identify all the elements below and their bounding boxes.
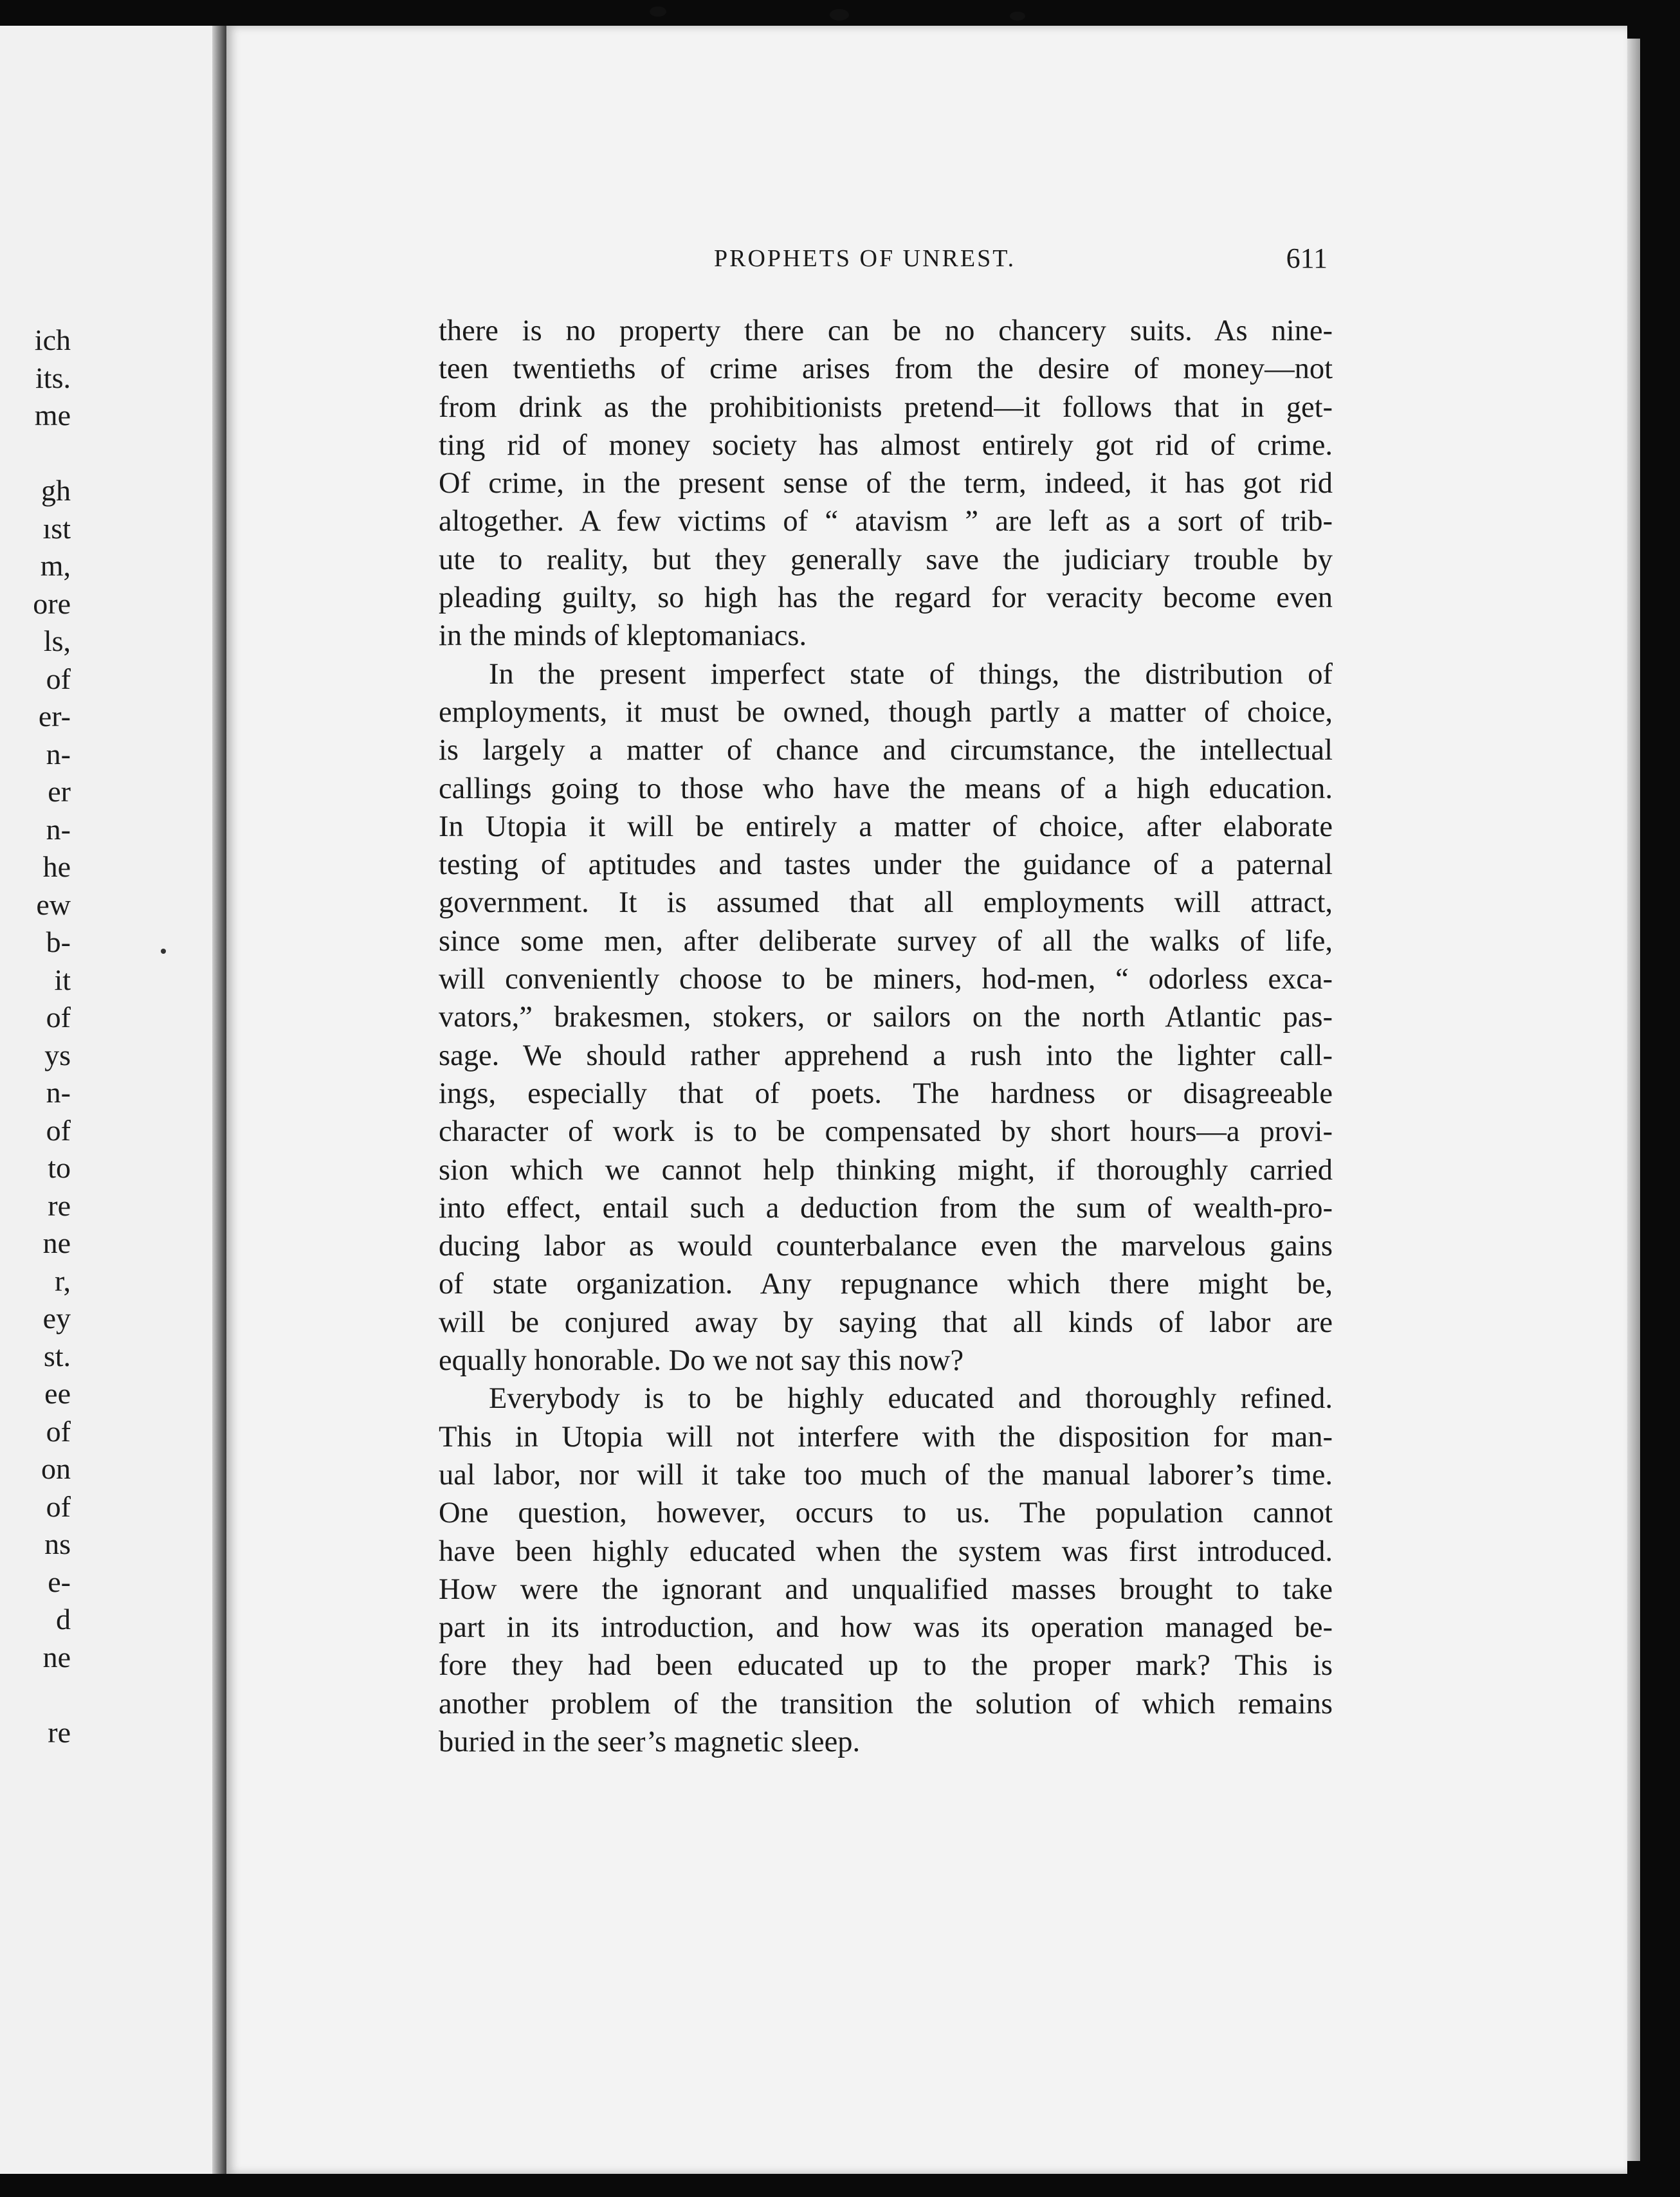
text-line: is largely a matter of chance and circumstance, the intellectual <box>439 734 1333 767</box>
text-line: in the minds of kleptomaniacs. <box>439 619 807 653</box>
text-line: testing of aptitudes and tastes under the guidance of a paternal <box>439 848 1333 882</box>
facing-page-fragment: ne <box>42 1640 71 1673</box>
text-line: government. It is assumed that all employments will attract, <box>439 886 1333 920</box>
facing-page-fragment: ıst <box>42 511 71 545</box>
text-line: character of work is to be compensated by short hours—a provi- <box>439 1115 1333 1149</box>
facing-page-fragment: me <box>34 399 71 432</box>
text-line: One question, however, occurs to us. The population cannot <box>439 1497 1333 1530</box>
text-line: sage. We should rather apprehend a rush into the lighter call- <box>439 1039 1333 1072</box>
text-line: ual labor, nor will it take too much of the manual laborer’s time. <box>439 1458 1333 1491</box>
facing-page-fragment: of <box>46 1113 71 1147</box>
facing-page-text <box>0 322 71 1751</box>
facing-page-fragment: ich <box>34 324 71 356</box>
text-line: from drink as the prohibitionists pretend—it follows that in get- <box>439 390 1333 424</box>
scan-speck <box>1010 12 1025 21</box>
text-line: part in its introduction, and how was its operation managed be- <box>439 1611 1333 1645</box>
facing-page-fragment: ey <box>42 1302 71 1335</box>
facing-page-fragment: ne <box>42 1226 71 1259</box>
facing-page-fragment: n- <box>46 737 71 770</box>
facing-page-fragment: of <box>46 1414 71 1448</box>
facing-page-fragment: ew <box>36 888 71 921</box>
facing-page-fragment: he <box>42 850 71 883</box>
text-line: pleading guilty, so high has the regard for veracity become even <box>439 581 1333 615</box>
body-text <box>439 312 1333 1761</box>
facing-page-fragment: of <box>46 1490 71 1523</box>
facing-page-fragment: st. <box>43 1339 71 1372</box>
page-number: 611 <box>1286 242 1328 274</box>
facing-page-fragment: e- <box>48 1565 71 1598</box>
text-line: How were the ignorant and unqualified masses brought to take <box>439 1573 1333 1606</box>
facing-page-fragment: er- <box>38 700 71 733</box>
facing-page-fragment: of <box>46 662 71 695</box>
text-line: employments, it must be owned, though partly a matter of choice, <box>439 695 1333 729</box>
facing-page-fragment: gh <box>41 474 71 507</box>
facing-page-fragment: to <box>48 1151 71 1184</box>
facing-page-fragment <box>0 1676 71 1714</box>
book-gutter <box>212 26 226 2174</box>
scan-speck <box>830 9 849 21</box>
facing-page-fragment: on <box>41 1452 71 1485</box>
text-line: callings going to those who have the means of a high education. <box>439 772 1333 805</box>
facing-page-fragment: ns <box>44 1527 71 1560</box>
text-line: This in Utopia will not interfere with the disposition for man- <box>439 1420 1333 1454</box>
text-line: into effect, entail such a deduction from the sum of wealth-pro- <box>439 1191 1333 1225</box>
text-line: have been highly educated when the system was first introduced. <box>439 1535 1333 1568</box>
text-line: sion which we cannot help thinking might, if thoroughly carried <box>439 1153 1333 1187</box>
text-line: ings, especially that of poets. The hardness or disagreeable <box>439 1077 1333 1110</box>
facing-page-fragment: d <box>56 1603 71 1636</box>
text-line: equally honorable. Do we not say this now? <box>439 1344 964 1378</box>
text-line: In Utopia it will be entirely a matter of choice, after elaborate <box>439 810 1333 843</box>
running-title: PROPHETS OF UNREST. <box>714 245 1016 272</box>
text-line: fore they had been educated up to the proper mark? This is <box>439 1649 1333 1682</box>
paragraph <box>439 655 1333 1380</box>
text-line: there is no property there can be no chancery suits. As nine- <box>439 315 1333 347</box>
text-line: ute to reality, but they generally save the judiciary trouble by <box>439 543 1333 576</box>
text-line: another problem of the transition the solution of which remains <box>439 1687 1333 1720</box>
facing-page-fragment: ee <box>44 1377 71 1410</box>
text-line: vators,” brakesmen, stokers, or sailors on the north Atlantic pas- <box>439 1001 1333 1034</box>
text-line: ducing labor as would counterbalance even the marvelous gains <box>439 1230 1333 1263</box>
text-line: since some men, after deliberate survey of all the walks of life, <box>439 924 1333 958</box>
paragraph <box>439 1380 1333 1761</box>
running-header <box>714 244 1331 283</box>
text-line: of state organization. Any repugnance which there might be, <box>439 1268 1333 1301</box>
facing-page-fragment <box>0 435 71 473</box>
facing-page-fragment: its. <box>35 361 71 394</box>
text-line: will conveniently choose to be miners, hod-men, “ odorless exca- <box>439 963 1333 996</box>
facing-page-fragment: r, <box>55 1264 71 1297</box>
text-line: teen twentieths of crime arises from the desire of money—not <box>439 352 1333 386</box>
text-line: will be conjured away by saying that all kinds of labor are <box>439 1306 1333 1339</box>
facing-page-fragment: ys <box>44 1038 71 1071</box>
facing-page-fragment: it <box>54 963 71 996</box>
text-line: Of crime, in the present sense of the term, indeed, it has got rid <box>439 467 1333 500</box>
facing-page-fragment: of <box>46 1001 71 1034</box>
facing-page-fragment: n- <box>46 812 71 846</box>
scan-speck <box>650 6 666 17</box>
text-line: ting rid of money society has almost entirely got rid of crime. <box>439 428 1333 462</box>
facing-page-fragment: ore <box>33 587 71 620</box>
facing-page-fragment: n- <box>46 1076 71 1109</box>
text-line: buried in the seer’s magnetic sleep. <box>439 1725 861 1758</box>
paragraph <box>439 312 1333 655</box>
text-line: Everybody is to be highly educated and thoroughly refined. <box>489 1382 1333 1416</box>
facing-page-fragment: re <box>48 1189 71 1222</box>
facing-page <box>0 26 226 2174</box>
page-edge <box>1627 39 1640 2161</box>
facing-page-fragment: er <box>48 775 71 808</box>
text-line: altogether. A few victims of “ atavism ” are left as a sort of trib- <box>439 505 1333 538</box>
facing-page-fragment: ls, <box>43 624 71 657</box>
scan-speck <box>161 949 166 954</box>
text-line: In the present imperfect state of things, the distribution of <box>489 657 1333 691</box>
facing-page-fragment: re <box>48 1715 71 1749</box>
facing-page-fragment: b- <box>46 925 71 958</box>
facing-page-fragment: m, <box>40 549 71 582</box>
